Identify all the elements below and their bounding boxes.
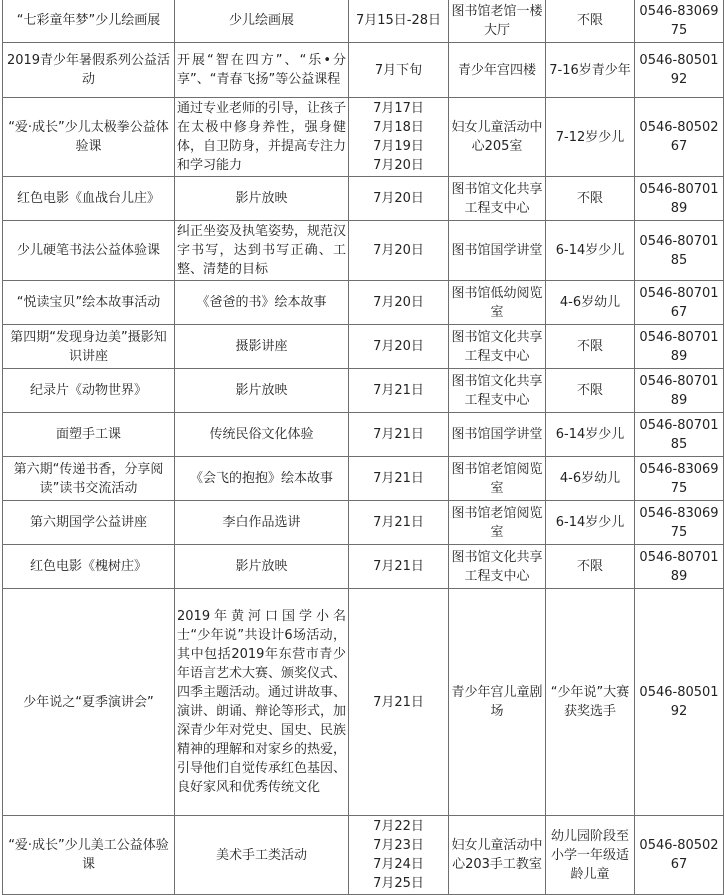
activity-audience-cell [546,325,635,369]
activity-place-text: 图书馆老馆阅览室 [451,461,543,496]
contact-phone-cell [635,413,724,457]
activity-date-cell [349,0,449,43]
activity-content-text: 传统民俗文化体验 [209,427,314,442]
activity-name-text: “爱·成长”少儿美工公益体验课 [8,838,169,872]
contact-phone-text: 0546-8070185 [639,417,719,452]
activity-date-cell [349,413,449,457]
contact-phone-text: 0546-8070189 [639,181,719,216]
activity-content-cell [175,816,349,895]
table-row [3,589,724,816]
activity-place-text: 图书馆国学讲堂 [451,243,543,258]
activity-content-text: 纠正坐姿及执笔姿势，规范汉字书写，达到书写正确、工整、清楚的目标 [177,224,347,277]
table-row [3,0,724,43]
activity-content-text: 《爸爸的书》绘本故事 [196,295,327,310]
activity-date-cell [349,221,449,281]
table-row [3,98,724,177]
activity-content-cell [175,221,349,281]
contact-phone-text: 0546-8306975 [639,3,719,38]
activity-name-text: “悦读宝贝”绘本故事活动 [16,295,161,310]
activity-audience-text: 6-14岁少儿 [555,427,625,442]
contact-phone-cell [635,98,724,177]
contact-phone-text: 0546-8306975 [639,505,719,540]
activity-content-cell [175,325,349,369]
activity-content-cell [175,98,349,177]
contact-phone-cell [635,501,724,545]
activity-content-cell [175,281,349,325]
activity-place-cell [449,816,546,895]
activity-name-cell [3,98,175,177]
activity-place-cell [449,98,546,177]
table-row [3,457,724,501]
activity-name-cell [3,369,175,413]
activity-audience-cell [546,98,635,177]
activity-audience-cell [546,545,635,589]
activity-audience-text: 4-6岁幼儿 [559,471,621,486]
table-row [3,325,724,369]
activity-name-cell [3,589,175,816]
activity-date-text: 7月21日 [373,471,424,486]
activity-name-text: 2019青少年暑假系列公益活动 [6,53,171,87]
activity-place-text: 青少年宫四楼 [457,62,536,78]
activity-name-cell [3,177,175,221]
activity-audience-text: 7-12岁少儿 [555,129,625,145]
activity-date-text: 7月20日 [373,191,424,206]
activity-content-cell [175,0,349,43]
activity-date-text: 7月21日 [373,515,424,530]
activity-place-text: 青少年宫儿童剧场 [451,685,543,719]
activity-date-cell [349,281,449,325]
activity-content-text: 李白作品选讲 [222,515,301,530]
activity-place-text: 图书馆国学讲堂 [451,427,543,442]
activity-audience-cell [546,43,635,98]
activity-date-text: 7月下旬 [374,62,423,78]
activity-place-text: 图书馆文化共享工程支中心 [451,329,543,364]
activity-audience-text: “少年说”大赛获奖选手 [550,685,630,719]
activity-schedule-table [2,0,724,895]
activity-date-text: 7月21日 [373,427,424,442]
activity-place-text: 图书馆老馆阅览室 [451,505,543,540]
contact-phone-text: 0546-8050192 [639,685,719,719]
activity-name-cell [3,457,175,501]
activity-audience-text: 幼儿园阶段至小学一年级适龄儿童 [550,828,629,882]
activity-place-cell [449,325,546,369]
contact-phone-cell [635,369,724,413]
contact-phone-text: 0546-8070167 [639,285,719,320]
contact-phone-cell [635,457,724,501]
table-row [3,501,724,545]
contact-phone-cell [635,177,724,221]
table-row [3,281,724,325]
activity-date-cell [349,545,449,589]
table-row [3,545,724,589]
activity-date-text: 7月20日 [373,339,424,354]
activity-date-cell [349,589,449,816]
contact-phone-cell [635,221,724,281]
activity-audience-text: 4-6岁幼儿 [559,295,621,310]
activity-place-text: 图书馆文化共享工程支中心 [451,181,543,216]
activity-place-text: 图书馆低幼阅览室 [451,285,543,320]
contact-phone-text: 0546-8070185 [639,233,719,268]
activity-date-cell [349,177,449,221]
activity-place-cell [449,413,546,457]
activity-content-cell [175,413,349,457]
activity-name-text: “七彩童年梦”少儿绘画展 [16,13,161,28]
activity-content-text: 通过专业老师的引导，让孩子在太极中修身养性，强身健体，自卫防身，并提高专注力和学习能力 [177,101,347,173]
activity-date-text: 7月17日 7月18日 7月19日 7月20日 [373,101,424,173]
activity-audience-text: 不限 [576,13,603,28]
activity-place-cell [449,221,546,281]
activity-content-cell [175,501,349,545]
activity-date-text: 7月20日 [373,295,424,310]
table-row [3,816,724,895]
activity-date-cell [349,457,449,501]
activity-audience-cell [546,369,635,413]
activity-date-cell [349,369,449,413]
activity-name-cell [3,816,175,895]
activity-content-cell [175,457,349,501]
activity-name-text: 少年说之“夏季演讲会” [23,694,154,710]
activity-place-cell [449,457,546,501]
contact-phone-cell [635,281,724,325]
table-row [3,43,724,98]
activity-date-cell [349,325,449,369]
activity-name-text: 第六期“传递书香，分享阅读”读书交流活动 [13,461,164,496]
activity-name-text: 第六期国学公益讲座 [29,515,147,530]
contact-phone-cell [635,43,724,98]
activity-content-cell [175,589,349,816]
activity-audience-text: 6-14岁少儿 [555,243,625,258]
activity-content-text: 美术手工类活动 [215,847,307,863]
activity-audience-text: 不限 [576,339,603,354]
contact-phone-text: 0546-8306975 [639,461,719,496]
activity-content-cell [175,43,349,98]
activity-content-text: 《会飞的抱抱》绘本故事 [189,471,333,486]
contact-phone-cell [635,0,724,43]
table-row [3,413,724,457]
contact-phone-text: 0546-8070189 [639,373,719,408]
activity-content-text: 摄影讲座 [235,339,288,354]
activity-audience-cell [546,221,635,281]
table-row [3,221,724,281]
activity-place-text: 妇女儿童活动中心205室 [451,120,543,154]
activity-date-text: 7月15日-28日 [355,13,442,28]
activity-name-text: 第四期“发现身边美”摄影知识讲座 [10,329,167,364]
schedule-body [3,0,724,895]
activity-place-text: 图书馆老馆一楼大厅 [451,3,543,38]
contact-phone-text: 0546-8050267 [639,838,719,872]
activity-date-text: 7月21日 [373,383,424,398]
activity-date-text: 7月22日 7月23日 7月24日 7月25日 [373,819,424,891]
activity-name-cell [3,545,175,589]
activity-place-cell [449,589,546,816]
activity-place-cell [449,177,546,221]
activity-date-text: 7月21日 [373,694,424,710]
activity-content-cell [175,369,349,413]
activity-content-cell [175,545,349,589]
activity-name-cell [3,43,175,98]
activity-audience-cell [546,589,635,816]
activity-content-text: 2019年黄河口国学小名士“少年说”共设计6场活动，其中包括2019年东营市青少年语言艺术大赛、颁奖仪式、四季主题活动。通过讲故事、演讲、朗诵、辩论等形式，加深青少年对党史、国史、民族精神的理解和对家乡的热爱，引导他们自觉传承红色基因、良好家风和优秀传统文化 [177,609,347,795]
activity-content-text: 影片放映 [235,191,288,206]
activity-name-text: 红色电影《血战台儿庄》 [16,191,160,206]
contact-phone-text: 0546-8070189 [639,329,719,364]
activity-audience-text: 不限 [576,383,603,398]
activity-name-cell [3,325,175,369]
activity-place-cell [449,545,546,589]
activity-place-cell [449,43,546,98]
activity-place-text: 图书馆文化共享工程支中心 [451,549,543,584]
activity-audience-cell [546,457,635,501]
contact-phone-text: 0546-8070189 [639,549,719,584]
activity-date-cell [349,43,449,98]
activity-name-text: 面塑手工课 [55,427,121,442]
activity-place-text: 妇女儿童活动中心203手工教室 [451,838,543,872]
activity-date-cell [349,98,449,177]
activity-place-cell [449,501,546,545]
activity-audience-cell [546,816,635,895]
activity-place-cell [449,281,546,325]
activity-name-cell [3,501,175,545]
activity-audience-cell [546,413,635,457]
activity-content-cell [175,177,349,221]
contact-phone-cell [635,325,724,369]
activity-place-cell [449,369,546,413]
activity-name-text: “爱·成长”少儿太极拳公益体验课 [8,120,169,154]
activity-date-text: 7月20日 [373,243,424,258]
contact-phone-cell [635,545,724,589]
activity-name-text: 纪录片《动物世界》 [29,383,147,398]
activity-name-cell [3,221,175,281]
activity-name-text: 少儿硬笔书法公益体验课 [16,243,160,258]
activity-place-text: 图书馆文化共享工程支中心 [451,373,543,408]
activity-audience-cell [546,0,635,43]
contact-phone-cell [635,816,724,895]
activity-content-text: 开展“智在四方”、“乐•分享”、“青春飞扬”等公益课程 [177,53,346,87]
activity-audience-text: 6-14岁少儿 [555,515,625,530]
activity-name-cell [3,281,175,325]
activity-date-text: 7月21日 [373,559,424,574]
contact-phone-text: 0546-8050192 [639,53,719,87]
activity-audience-text: 7-16岁青少年 [549,62,631,78]
contact-phone-text: 0546-8050267 [639,120,719,154]
activity-name-text: 红色电影《槐树庄》 [29,559,147,574]
activity-audience-text: 不限 [576,559,603,574]
contact-phone-cell [635,589,724,816]
table-row [3,369,724,413]
activity-content-text: 影片放映 [235,559,288,574]
activity-date-cell [349,501,449,545]
activity-date-cell [349,816,449,895]
activity-audience-cell [546,177,635,221]
activity-place-cell [449,0,546,43]
activity-audience-cell [546,281,635,325]
activity-audience-text: 不限 [576,191,603,206]
activity-audience-cell [546,501,635,545]
activity-name-cell [3,413,175,457]
activity-content-text: 影片放映 [235,383,288,398]
activity-content-text: 少儿绘画展 [228,13,294,28]
table-row [3,177,724,221]
activity-name-cell [3,0,175,43]
